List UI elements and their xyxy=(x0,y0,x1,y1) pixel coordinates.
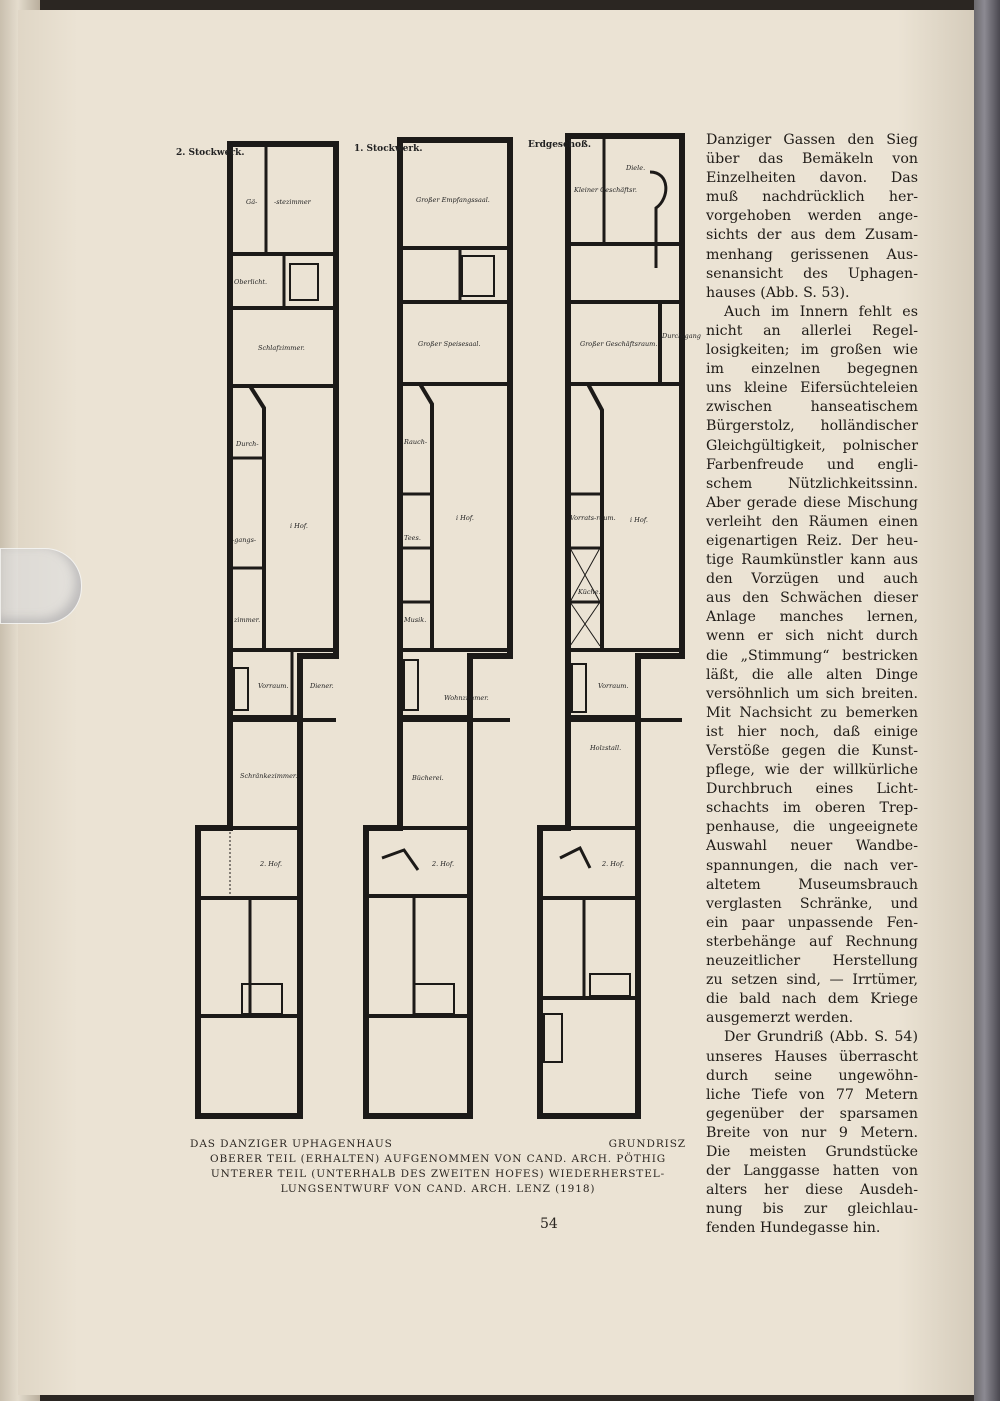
text-line: Die meisten Grundstücke xyxy=(706,1143,918,1160)
text-line: Farbenfreude und engli- xyxy=(706,456,918,473)
text-line: gegenüber der sparsamen xyxy=(706,1105,918,1122)
room-label: Schlafzimmer. xyxy=(258,344,305,352)
text-line: sichts der aus dem Zusam- xyxy=(706,227,918,244)
figure-caption xyxy=(190,1137,686,1197)
plan-second-floor xyxy=(198,144,336,1116)
room-label: Vorraum. xyxy=(598,682,629,690)
room-label: Wohnzimmer. xyxy=(444,694,489,702)
text-line: Aber gerade diese Mischung xyxy=(706,494,918,511)
room-label: Bücherei. xyxy=(412,774,444,782)
text-line: eigenartigen Reiz. Der heu- xyxy=(706,532,918,549)
text-line: fenden Hundegasse hin. xyxy=(706,1220,881,1237)
text-line: der Langgasse hatten von xyxy=(706,1163,918,1180)
text-line: läßt, die alle alten Dinge xyxy=(706,666,918,683)
room-label: Tees. xyxy=(404,534,421,542)
text-line: Bürgerstolz, holländischer xyxy=(706,418,918,435)
room-label: Rauch- xyxy=(404,438,428,446)
floor-label-ground: Erdgeschoß. xyxy=(528,140,591,150)
room-label: Vorraum. xyxy=(258,682,289,690)
text-line: altetem Museumsbrauch xyxy=(706,876,918,893)
text-line: die bald nach dem Kriege xyxy=(706,991,918,1008)
room-label: Küche. xyxy=(578,588,601,596)
floor-label-1st: 1. Stockwerk. xyxy=(354,144,423,154)
book-cover-edge xyxy=(974,0,1000,1401)
text-line: unseres Hauses überrascht xyxy=(706,1048,918,1065)
room-label: -gangs- xyxy=(232,536,257,544)
text-line: pflege, wie der willkürliche xyxy=(706,762,918,779)
text-line: über das Bemäkeln von xyxy=(706,151,918,168)
page-clip xyxy=(0,548,82,624)
text-line: zu setzen sind, — Irrtümer, xyxy=(706,972,918,989)
caption-line-1 xyxy=(190,1137,686,1152)
room-label: Gä- xyxy=(246,198,258,206)
text-line: Einzelheiten davon. Das xyxy=(706,170,918,187)
room-label: 2. Hof. xyxy=(260,860,283,868)
room-label: i Hof. xyxy=(456,514,474,522)
room-label: Oberlicht. xyxy=(234,278,268,286)
room-label: Musik. xyxy=(404,616,427,624)
room-label: Großer Speisesaal. xyxy=(418,340,481,348)
text-line: senansicht des Uphagen- xyxy=(706,265,918,282)
text-line: den Vorzügen und auch xyxy=(706,571,918,588)
room-label: zimmer. xyxy=(234,616,261,624)
room-label: Vorrats-raum. xyxy=(570,514,616,522)
room-label: Großer Geschäftsraum. xyxy=(580,340,658,348)
plan-ground-floor xyxy=(540,136,682,1116)
text-line: spannungen, die nach ver- xyxy=(706,857,918,874)
text-line: penhause, die ungeeignete xyxy=(706,819,918,836)
floor-label-2nd: 2. Stockwerk. xyxy=(176,148,245,158)
page-number: 54 xyxy=(540,1216,558,1232)
room-label: -stezimmer xyxy=(274,198,311,206)
text-line: Auswahl neuer Wandbe- xyxy=(706,838,918,855)
text-line: schachts im oberen Trep- xyxy=(706,800,918,817)
text-line: ausgemerzt werden. xyxy=(706,1010,854,1027)
text-line: ein paar unpassende Fen- xyxy=(706,914,918,931)
body-text-column xyxy=(706,131,918,1238)
text-line: die „Stimmung“ bestricken xyxy=(706,647,918,664)
text-line: im einzelnen begegnen xyxy=(706,361,918,378)
caption-line-4: LUNGSENTWURF VON CAND. ARCH. LENZ (1918) xyxy=(280,1183,596,1195)
room-label: Holzstall. xyxy=(590,744,622,752)
text-line: Anlage manches lernen, xyxy=(706,609,918,626)
text-line: vorgehoben werden ange- xyxy=(706,208,918,225)
room-label: Durch- xyxy=(236,440,259,448)
text-line: liche Tiefe von 77 Metern xyxy=(706,1086,918,1103)
text-line: alters her diese Ausdeh- xyxy=(706,1182,918,1199)
text-line: versöhnlich um sich breiten. xyxy=(706,685,918,702)
text-line: losigkeiten; im großen wie xyxy=(706,342,918,359)
text-line: durch seine ungewöhn- xyxy=(706,1067,918,1084)
text-line: Mit Nachsicht zu bemerken xyxy=(706,704,918,721)
text-line: ist hier noch, daß einige xyxy=(706,723,918,740)
text-line: wenn er sich nicht durch xyxy=(706,628,918,645)
room-label: Großer Empfangssaal. xyxy=(416,196,490,204)
text-line: schem Nützlichkeitssinn. xyxy=(706,475,918,492)
text-line: Durchbruch eines Licht- xyxy=(706,781,918,798)
text-line: muß nachdrücklich her- xyxy=(706,189,918,206)
text-line: verleiht den Räumen einen xyxy=(706,513,918,530)
text-line: aus den Schwächen dieser xyxy=(706,590,918,607)
room-label: 2. Hof. xyxy=(432,860,455,868)
text-line: Auch im Innern fehlt es xyxy=(724,303,918,320)
plan-first-floor xyxy=(366,140,510,1116)
room-label: Durch-gang xyxy=(662,332,701,340)
text-line: Breite von nur 9 Metern. xyxy=(706,1124,918,1141)
text-line: nung bis zur gleichlau- xyxy=(706,1201,918,1218)
text-line: Der Grundriß (Abb. S. 54) xyxy=(724,1029,918,1046)
caption-label: GRUNDRISZ xyxy=(608,1138,686,1150)
text-line: Danziger Gassen den Sieg xyxy=(706,132,918,148)
floor-plans-figure xyxy=(170,128,701,1132)
caption-title: DAS DANZIGER UPHAGENHAUS xyxy=(190,1138,393,1150)
room-label: i Hof. xyxy=(630,516,648,524)
caption-line-2: OBERER TEIL (ERHALTEN) AUFGENOMMEN VON CAND. ARCH. PÖTHIG xyxy=(209,1153,667,1165)
text-line: verglasten Schränke, und xyxy=(706,895,918,912)
text-line: hauses (Abb. S. 53). xyxy=(706,284,850,301)
room-label: 2. Hof. xyxy=(602,860,625,868)
text-line: zwischen hanseatischem xyxy=(706,399,918,416)
text-line: Verstöße gegen die Kunst- xyxy=(706,743,918,759)
room-label: Diener. xyxy=(310,682,334,690)
text-line: nicht an allerlei Regel- xyxy=(706,322,918,339)
text-line: uns kleine Eifersüchteleien xyxy=(706,380,918,397)
text-line: menhang gerissenen Aus- xyxy=(706,246,918,263)
room-label: Schränkezimmer. xyxy=(240,772,298,780)
text-line: tige Raumkünstler kann aus xyxy=(706,552,918,569)
text-line: neuzeitlicher Herstellung xyxy=(706,953,918,970)
text-line: sterbehänge auf Rechnung xyxy=(706,933,918,950)
caption-line-3: UNTERER TEIL (UNTERHALB DES ZWEITEN HOFES) WIEDERHERSTEL- xyxy=(210,1168,666,1180)
room-label: Diele. xyxy=(626,164,646,172)
floor-plans-svg xyxy=(170,128,701,1128)
room-label: Kleiner Geschäftsr. xyxy=(574,186,637,194)
text-line: Gleichgültigkeit, polnischer xyxy=(706,437,918,454)
room-label: i Hof. xyxy=(290,522,308,530)
